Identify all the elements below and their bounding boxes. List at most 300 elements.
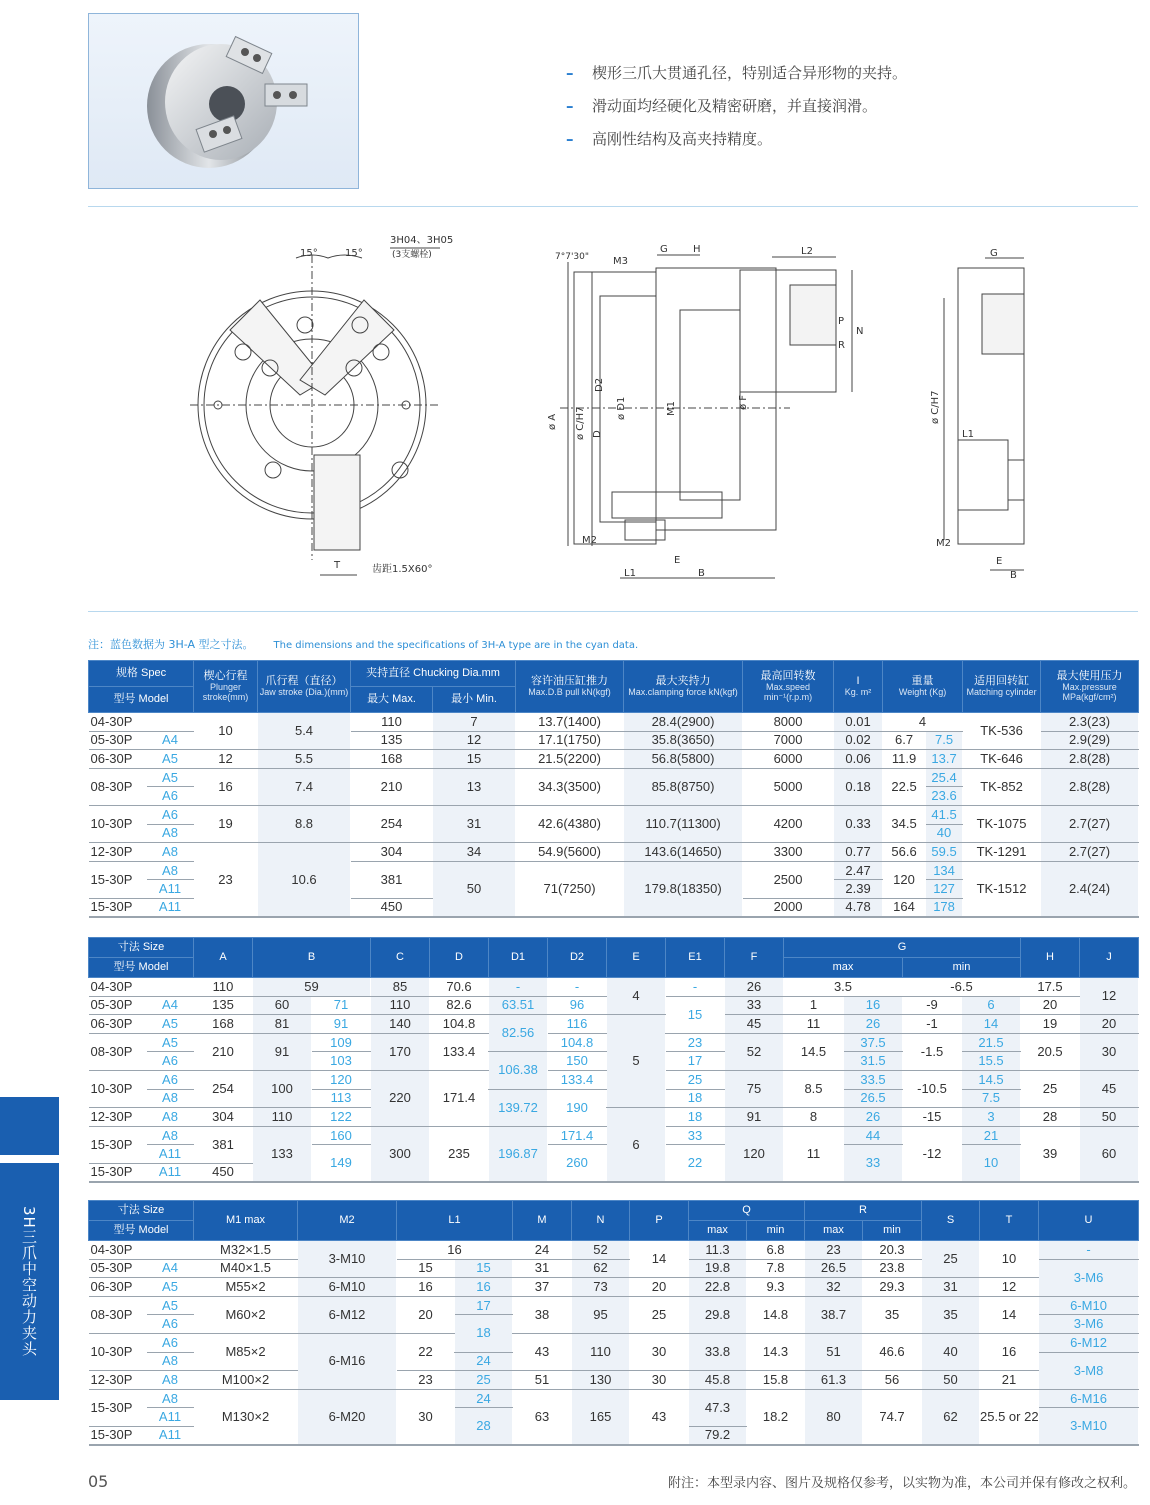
table-cell: 0.77: [834, 843, 883, 862]
model-cell: 04-30P: [89, 1241, 147, 1260]
table-cell: 26: [844, 1108, 903, 1127]
variant-cell: A8: [147, 1126, 194, 1145]
table-cell: 12: [433, 731, 516, 750]
table-cell: 2500: [743, 861, 834, 898]
model-cell: 15-30P: [89, 861, 147, 898]
table-cell: TK-646: [963, 750, 1041, 769]
dim-label: M1: [666, 401, 677, 416]
table-cell: -15: [903, 1108, 962, 1127]
table-cell: 23: [397, 1371, 455, 1390]
table-cell: -9: [903, 996, 962, 1015]
table-cell: 39: [1021, 1126, 1080, 1182]
bolt-label: 3H04、3H05: [390, 235, 454, 246]
table-cell: M55×2: [194, 1278, 298, 1297]
header-clamp: 最大夹持力 Max.clamping force kN(kgf): [624, 661, 743, 713]
variant-cell: A11: [147, 1426, 194, 1445]
table-cell: 7.5: [962, 1089, 1021, 1108]
variant-cell: A5: [147, 1296, 194, 1315]
table-cell: 171.4: [430, 1070, 489, 1126]
rear-view: [944, 258, 1024, 570]
table-cell: 12: [980, 1278, 1039, 1297]
table-cell: 120: [725, 1126, 784, 1182]
dim-label: ø C/H7: [575, 406, 586, 440]
table-cell: 3-M6: [1039, 1259, 1139, 1296]
table-cell: 19: [194, 805, 258, 842]
table-cell: 8000: [743, 713, 834, 732]
dim-label: B: [698, 568, 705, 579]
table-cell: 82.6: [430, 996, 489, 1015]
table-cell: 7000: [743, 731, 834, 750]
table-cell: 11.3: [689, 1241, 747, 1260]
table-cell: 13: [433, 768, 516, 805]
dim-label: E: [996, 556, 1003, 567]
table-cell: 4200: [743, 805, 834, 842]
model-cell: 05-30P: [89, 731, 147, 750]
header-l1: L1: [397, 1201, 513, 1241]
header-a: A: [194, 938, 253, 978]
table-cell: -12: [903, 1126, 962, 1182]
table-row: [89, 1389, 1139, 1408]
model-cell: 06-30P: [89, 1015, 147, 1034]
table-cell: 17: [455, 1296, 513, 1315]
table-cell: 63: [513, 1389, 572, 1445]
header-model: 型号 Model: [89, 687, 194, 713]
table-row: [89, 1278, 1139, 1297]
table-cell: 190: [548, 1089, 607, 1126]
table-cell: 3-M6: [1039, 1315, 1139, 1334]
table-cell: -1.5: [903, 1033, 962, 1070]
table-cell: 29.8: [689, 1296, 747, 1333]
header-qmax: max: [689, 1221, 747, 1241]
table-cell: 0.18: [834, 768, 883, 805]
feature-text: 高刚性结构及高夹持精度。: [592, 130, 773, 148]
table-cell: 0.06: [834, 750, 883, 769]
variant-cell: A8: [147, 1371, 194, 1390]
table-cell: 38: [513, 1296, 572, 1333]
table-cell: 100: [253, 1070, 312, 1107]
table-cell: 6-M16: [298, 1333, 397, 1389]
table-cell: 3-M8: [1039, 1352, 1139, 1389]
variant-cell: [147, 978, 194, 997]
table-cell: 110: [371, 996, 430, 1015]
table-cell: 43: [513, 1333, 572, 1370]
header-model: 型号 Model: [89, 1221, 194, 1241]
table-cell: 304: [351, 843, 433, 862]
feature-item: – 楔形三爪大贯通孔径，特别适合异形物的夹持。: [566, 63, 908, 82]
table-cell: 20.5: [1021, 1033, 1080, 1070]
table-cell: 15: [433, 750, 516, 769]
table-cell: 2.39: [834, 880, 883, 899]
header-rmax: max: [805, 1221, 863, 1241]
table-cell: 59.5: [926, 843, 963, 862]
table-cell: 171.4: [548, 1126, 607, 1145]
table-cell: 196.87: [489, 1126, 548, 1182]
table-cell: 135: [351, 731, 433, 750]
table-cell: 2.8(28): [1041, 750, 1139, 769]
header-size: 寸法 Size: [89, 1201, 194, 1221]
header-t: T: [980, 1201, 1039, 1241]
variant-cell: A6: [147, 1052, 194, 1071]
dim-label: ø D1: [616, 396, 627, 420]
table-cell: 85: [371, 978, 430, 997]
table-cell: 6-M12: [298, 1296, 397, 1333]
table-cell: 40: [922, 1333, 980, 1370]
header-cylinder: 适用回转缸 Matching cylinder: [963, 661, 1041, 713]
table-cell: 10: [962, 1145, 1021, 1182]
table-cell: 71: [312, 996, 371, 1015]
table-cell: 210: [351, 768, 433, 805]
table-cell: 130: [572, 1371, 630, 1390]
variant-cell: A8: [147, 1089, 194, 1108]
table-cell: 43: [630, 1389, 689, 1445]
table-cell: 56.6: [883, 843, 926, 862]
table-cell: 54.9(5600): [516, 843, 624, 862]
table-cell: 20: [1021, 996, 1080, 1015]
table-cell: 2.47: [834, 861, 883, 880]
table-cell: 14.5: [784, 1033, 844, 1070]
table-cell: 23.6: [926, 787, 963, 806]
dim-label: D2: [594, 377, 605, 392]
table-cell: 33: [666, 1126, 725, 1145]
header-g: G: [784, 938, 1021, 958]
table-cell: 15: [666, 996, 725, 1033]
table-cell: 450: [194, 1163, 253, 1182]
header-qmin: min: [747, 1221, 805, 1241]
table-cell: 62: [572, 1259, 630, 1278]
table-cell: 8.8: [258, 805, 351, 842]
table-row: [89, 1108, 1139, 1127]
header-inertia: I Kg. m²: [834, 661, 883, 713]
table-cell: 16: [194, 768, 258, 805]
cyan-data-note: [88, 636, 638, 652]
table-cell: 14.3: [747, 1333, 805, 1370]
table-cell: 30: [630, 1371, 689, 1390]
table-cell: 3: [962, 1108, 1021, 1127]
table-cell: 82.56: [489, 1015, 548, 1052]
table-cell: 4: [607, 978, 666, 1015]
table-cell: 6: [962, 996, 1021, 1015]
variant-cell: A11: [147, 1145, 194, 1164]
table-cell: 50: [433, 861, 516, 917]
model-cell: 06-30P: [89, 1278, 147, 1297]
variant-cell: A6: [147, 1070, 194, 1089]
dim-label: M2: [582, 535, 597, 546]
table-cell: 59: [253, 978, 371, 997]
variant-cell: A6: [147, 787, 194, 806]
divider: [88, 611, 1138, 612]
table-cell: 113: [312, 1089, 371, 1108]
table-cell: 3300: [743, 843, 834, 862]
table-cell: 23: [666, 1033, 725, 1052]
header-h: H: [1021, 938, 1080, 978]
variant-cell: A6: [147, 1315, 194, 1334]
table-cell: 5000: [743, 768, 834, 805]
header-e: E: [607, 938, 666, 978]
table-cell: 178: [926, 898, 963, 917]
table-cell: 16: [397, 1241, 513, 1260]
table-cell: 25: [922, 1241, 980, 1278]
table-cell: 109: [312, 1033, 371, 1052]
table-cell: 179.8(18350): [624, 861, 743, 917]
header-plunger: 楔心行程 Plunger stroke(mm): [194, 661, 258, 713]
table-cell: 143.6(14650): [624, 843, 743, 862]
table-cell: 51: [805, 1333, 863, 1370]
table-cell: 42.6(4380): [516, 805, 624, 842]
variant-cell: A8: [147, 1108, 194, 1127]
page-number: 05: [88, 1472, 109, 1491]
table-cell: 28.4(2900): [624, 713, 743, 732]
table-cell: 79.2: [689, 1426, 747, 1445]
table-cell: M60×2: [194, 1296, 298, 1333]
table-cell: 44: [844, 1126, 903, 1145]
header-p: P: [630, 1201, 689, 1241]
table-cell: 52: [572, 1241, 630, 1260]
table-row: [89, 1296, 1139, 1315]
table-cell: 85.8(8750): [624, 768, 743, 805]
feature-text: 滑动面均经硬化及精密研磨，并直接润滑。: [592, 97, 878, 115]
table-cell: 11: [784, 1015, 844, 1034]
table-cell: 168: [351, 750, 433, 769]
header-pull: 容许油压缸推力 Max.D.B pull kN(kgf): [516, 661, 624, 713]
table-cell: 17.1(1750): [516, 731, 624, 750]
table-cell: 25: [1021, 1070, 1080, 1107]
table-cell: 56.8(5800): [624, 750, 743, 769]
table-cell: 4: [883, 713, 963, 732]
table-cell: 6.7: [883, 731, 926, 750]
model-cell: 05-30P: [89, 996, 147, 1015]
table-cell: 165: [572, 1389, 630, 1445]
table-cell: 110: [351, 713, 433, 732]
dim-label: ø A: [547, 413, 558, 430]
table-cell: 11.9: [883, 750, 926, 769]
variant-cell: A8: [147, 1352, 194, 1371]
model-cell: 04-30P: [89, 713, 147, 732]
table-cell: 116: [548, 1015, 607, 1034]
dim-label: L1: [962, 429, 974, 440]
dim-label: E: [674, 555, 681, 566]
table-cell: 15.5: [962, 1052, 1021, 1071]
table-cell: 20: [630, 1278, 689, 1297]
header-j: J: [1080, 938, 1139, 978]
table-cell: 220: [371, 1070, 430, 1126]
table-cell: 110: [253, 1108, 312, 1127]
header-model: 型号 Model: [89, 958, 194, 978]
table-cell: 15: [455, 1259, 513, 1278]
table-cell: 381: [351, 861, 433, 898]
table-row: [89, 1015, 1139, 1034]
table-cell: TK-1075: [963, 805, 1041, 842]
table-cell: 47.3: [689, 1389, 747, 1426]
model-cell: 04-30P: [89, 978, 147, 997]
table-cell: 60: [1080, 1126, 1139, 1182]
model-cell: 08-30P: [89, 1033, 147, 1070]
dim-label: B: [1010, 570, 1017, 581]
model-cell: 10-30P: [89, 805, 147, 842]
table-cell: 110: [194, 978, 253, 997]
dim-label: L2: [801, 246, 813, 257]
table-cell: 28: [455, 1408, 513, 1445]
table-cell: 6000: [743, 750, 834, 769]
variant-cell: A4: [147, 1259, 194, 1278]
table-cell: 73: [572, 1278, 630, 1297]
model-cell: 12-30P: [89, 1371, 147, 1390]
table-cell: 16: [844, 996, 903, 1015]
table-cell: 35: [922, 1296, 980, 1333]
table-cell: 2000: [743, 898, 834, 917]
table-cell: 21.5(2200): [516, 750, 624, 769]
table-cell: 23: [805, 1241, 863, 1260]
table-cell: 33: [844, 1145, 903, 1182]
header-gmin: min: [903, 958, 1021, 978]
header-e1: E1: [666, 938, 725, 978]
dim-label: G: [990, 248, 998, 259]
table-cell: 91: [312, 1015, 371, 1034]
table-cell: 26.5: [844, 1089, 903, 1108]
variant-cell: A8: [147, 1389, 194, 1408]
table-cell: 0.33: [834, 805, 883, 842]
table-row: [89, 1333, 1139, 1352]
table-cell: 106.38: [489, 1052, 548, 1089]
table-cell: 17: [666, 1052, 725, 1071]
side-view: [560, 255, 852, 578]
table-cell: 103: [312, 1052, 371, 1071]
table-cell: 170: [371, 1033, 430, 1070]
dim-label: L1: [624, 568, 636, 579]
header-m2: M2: [298, 1201, 397, 1241]
header-c: C: [371, 938, 430, 978]
feature-item: – 高刚性结构及高夹持精度。: [566, 129, 773, 148]
model-cell: 10-30P: [89, 1333, 147, 1370]
table-cell: -10.5: [903, 1070, 962, 1107]
table-row: [89, 1371, 1139, 1390]
table-cell: 18: [666, 1108, 725, 1127]
table-cell: 20: [397, 1296, 455, 1333]
variant-cell: A8: [147, 843, 194, 862]
table-cell: 14: [962, 1015, 1021, 1034]
table-row: [89, 750, 1139, 769]
table-cell: 260: [548, 1145, 607, 1182]
table-cell: 25: [666, 1070, 725, 1089]
header-b: B: [253, 938, 371, 978]
table-cell: 6: [607, 1108, 666, 1182]
table-cell: 7.8: [747, 1259, 805, 1278]
table-cell: 24: [455, 1352, 513, 1371]
model-cell: 08-30P: [89, 768, 147, 805]
table-cell: 18: [666, 1089, 725, 1108]
side-tab: [0, 1163, 59, 1400]
table-cell: 140: [371, 1015, 430, 1034]
table-cell: 110: [572, 1333, 630, 1370]
table-cell: 91: [725, 1108, 784, 1127]
table-cell: 16: [980, 1333, 1039, 1370]
table-cell: 20: [1080, 1015, 1139, 1034]
side-tab-marker: [0, 1097, 59, 1155]
table-cell: 2.3(23): [1041, 713, 1139, 732]
table-cell: 8.5: [784, 1070, 844, 1107]
dim-label: P: [838, 316, 845, 327]
table-cell: 150: [548, 1052, 607, 1071]
dim-label: M3: [613, 256, 628, 267]
model-cell: 15-30P: [89, 1126, 147, 1163]
table-cell: 4.78: [834, 898, 883, 917]
table-cell: 96: [548, 996, 607, 1015]
table-cell: 33.8: [689, 1333, 747, 1370]
table-cell: 133.4: [548, 1070, 607, 1089]
table-cell: 91: [253, 1033, 312, 1070]
header-u: U: [1039, 1201, 1139, 1241]
table-cell: M32×1.5: [194, 1241, 298, 1260]
table-cell: 14.8: [747, 1296, 805, 1333]
header-gmax: max: [784, 958, 903, 978]
table-cell: 81: [253, 1015, 312, 1034]
dim-label: H: [693, 244, 701, 255]
table-cell: 29.3: [863, 1278, 922, 1297]
variant-cell: A5: [147, 1033, 194, 1052]
table-cell: 104.8: [430, 1015, 489, 1034]
table-cell: 254: [351, 805, 433, 842]
header-rmin: min: [863, 1221, 922, 1241]
table-cell: 45: [1080, 1070, 1139, 1107]
dimension-table-1: [88, 937, 1139, 1183]
header-f: F: [725, 938, 784, 978]
table-cell: 25.4: [926, 768, 963, 787]
table-cell: 25: [455, 1371, 513, 1390]
table-cell: 31: [433, 805, 516, 842]
table-cell: 2.4(24): [1041, 861, 1139, 917]
header-size: 寸法 Size: [89, 938, 194, 958]
header-max: 最大 Max.: [351, 687, 433, 713]
table-row: [89, 768, 1139, 787]
model-cell: 12-30P: [89, 843, 147, 862]
feature-text: 楔形三爪大贯通孔径，特别适合异形物的夹持。: [592, 64, 908, 82]
table-cell: 21: [962, 1126, 1021, 1145]
feature-item: – 滑动面均经硬化及精密研磨，并直接润滑。: [566, 96, 878, 115]
variant-cell: A11: [147, 880, 194, 899]
dim-label: R: [838, 340, 845, 351]
table-cell: 5: [607, 1015, 666, 1108]
table-cell: 10.6: [258, 843, 351, 917]
table-cell: 254: [194, 1070, 253, 1107]
table-cell: 13.7: [926, 750, 963, 769]
table-cell: 25.5 or 22: [980, 1389, 1039, 1445]
table-cell: 300: [371, 1126, 430, 1182]
table-cell: 6-M16: [1039, 1389, 1139, 1408]
table-cell: 12: [1080, 978, 1139, 1015]
header-r: R: [805, 1201, 922, 1221]
table-cell: -: [489, 978, 548, 997]
table-cell: TK-536: [963, 713, 1041, 750]
model-cell: 15-30P: [89, 1389, 147, 1426]
table-cell: 2.7(27): [1041, 843, 1139, 862]
dimension-table-2: [88, 1200, 1139, 1446]
footnote: 附注：本型录内容、图片及规格仅参考，以实物为准，本公司并保有修改之权利。: [667, 1476, 1136, 1491]
header-s: S: [922, 1201, 980, 1241]
table-cell: 16: [455, 1278, 513, 1297]
table-cell: 32: [805, 1278, 863, 1297]
table-cell: 22.5: [883, 768, 926, 805]
table-cell: 95: [572, 1296, 630, 1333]
table-cell: 56: [863, 1371, 922, 1390]
header-spec: 规格 Spec: [89, 661, 194, 687]
variant-cell: A5: [147, 1015, 194, 1034]
table-cell: TK-1291: [963, 843, 1041, 862]
dim-label: N: [856, 326, 864, 337]
variant-cell: A8: [147, 861, 194, 880]
table-cell: 22.8: [689, 1278, 747, 1297]
table-cell: 33.5: [844, 1070, 903, 1089]
variant-cell: A5: [147, 768, 194, 787]
table-cell: 33: [725, 996, 784, 1015]
